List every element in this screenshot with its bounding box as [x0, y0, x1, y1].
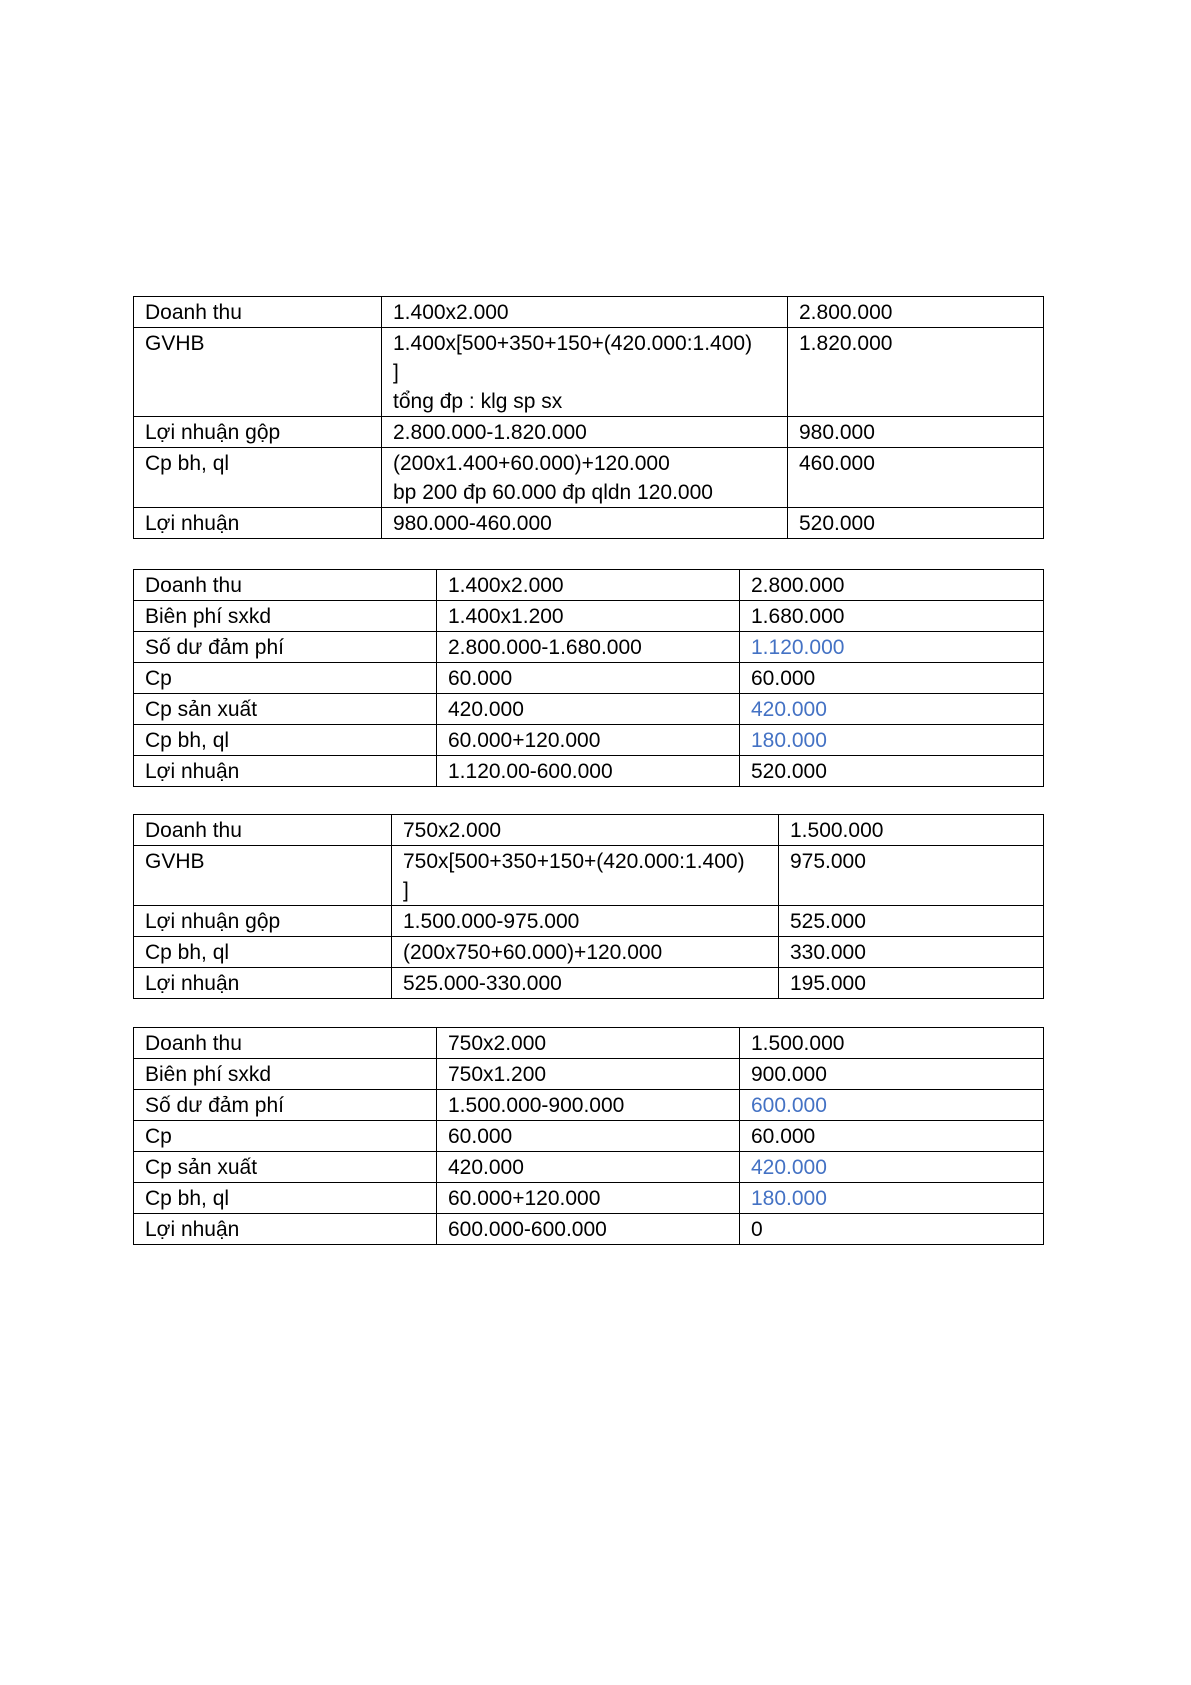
row-formula: 980.000-460.000	[382, 508, 788, 539]
row-result: 520.000	[740, 756, 1044, 787]
row-formula: 750x2.000	[437, 1028, 740, 1059]
row-formula: 600.000-600.000	[437, 1214, 740, 1245]
table-row	[134, 756, 1044, 787]
income-table-absorption-750	[133, 814, 1044, 999]
table-row	[134, 601, 1044, 632]
row-label: Cp bh, ql	[134, 1183, 437, 1214]
row-formula: 525.000-330.000	[392, 968, 779, 999]
table-row	[134, 937, 1044, 968]
row-result-highlighted: 420.000	[740, 1152, 1044, 1183]
row-formula: 1.400x2.000	[437, 570, 740, 601]
row-result: 2.800.000	[740, 570, 1044, 601]
row-formula: 60.000+120.000	[437, 725, 740, 756]
row-formula: 1.400x2.000	[382, 297, 788, 328]
table-row	[134, 328, 1044, 417]
row-result: 900.000	[740, 1059, 1044, 1090]
row-label: Doanh thu	[134, 297, 382, 328]
table-row	[134, 1090, 1044, 1121]
row-label: Số dư đảm phí	[134, 1090, 437, 1121]
row-result: 60.000	[740, 1121, 1044, 1152]
row-formula: 750x2.000	[392, 815, 779, 846]
table-row	[134, 448, 1044, 508]
row-formula: 1.400x1.200	[437, 601, 740, 632]
row-formula: 1.120.00-600.000	[437, 756, 740, 787]
table-row	[134, 725, 1044, 756]
row-formula: 1.500.000-900.000	[437, 1090, 740, 1121]
row-result-highlighted: 180.000	[740, 1183, 1044, 1214]
row-label: Lợi nhuận	[134, 756, 437, 787]
row-formula: (200x750+60.000)+120.000	[392, 937, 779, 968]
row-result: 1.820.000	[788, 328, 1044, 417]
row-label: Cp bh, ql	[134, 937, 392, 968]
row-result: 460.000	[788, 448, 1044, 508]
income-table-contribution-750	[133, 1027, 1044, 1245]
row-label: Số dư đảm phí	[134, 632, 437, 663]
row-label: Cp bh, ql	[134, 448, 382, 508]
row-result-highlighted: 420.000	[740, 694, 1044, 725]
table-row	[134, 968, 1044, 999]
table-row	[134, 663, 1044, 694]
row-result: 2.800.000	[788, 297, 1044, 328]
row-result: 1.680.000	[740, 601, 1044, 632]
row-result-highlighted: 180.000	[740, 725, 1044, 756]
table-row	[134, 632, 1044, 663]
row-result-highlighted: 1.120.000	[740, 632, 1044, 663]
row-formula: 1.400x[500+350+150+(420.000:1.400) ] tổng đp : klg sp sx	[382, 328, 788, 417]
income-table-absorption-1400	[133, 296, 1044, 539]
row-result: 980.000	[788, 417, 1044, 448]
row-label: Biên phí sxkd	[134, 1059, 437, 1090]
table-row	[134, 417, 1044, 448]
row-label: Cp sản xuất	[134, 1152, 437, 1183]
row-result: 975.000	[779, 846, 1044, 906]
row-formula: 1.500.000-975.000	[392, 906, 779, 937]
row-formula: 60.000	[437, 663, 740, 694]
row-formula: 420.000	[437, 1152, 740, 1183]
row-formula: 2.800.000-1.680.000	[437, 632, 740, 663]
row-label: Lợi nhuận	[134, 968, 392, 999]
row-label: Biên phí sxkd	[134, 601, 437, 632]
row-result: 520.000	[788, 508, 1044, 539]
table-row	[134, 1152, 1044, 1183]
row-formula: 60.000	[437, 1121, 740, 1152]
row-label: Cp	[134, 663, 437, 694]
table-row	[134, 1121, 1044, 1152]
table-row	[134, 508, 1044, 539]
row-result: 0	[740, 1214, 1044, 1245]
row-formula: 2.800.000-1.820.000	[382, 417, 788, 448]
table-row	[134, 570, 1044, 601]
table-row	[134, 1214, 1044, 1245]
row-result: 330.000	[779, 937, 1044, 968]
row-result-highlighted: 600.000	[740, 1090, 1044, 1121]
row-label: Doanh thu	[134, 815, 392, 846]
row-formula: 750x1.200	[437, 1059, 740, 1090]
row-label: Cp bh, ql	[134, 725, 437, 756]
row-label: Cp	[134, 1121, 437, 1152]
row-result: 60.000	[740, 663, 1044, 694]
row-result: 1.500.000	[740, 1028, 1044, 1059]
table-row	[134, 815, 1044, 846]
table-row	[134, 1028, 1044, 1059]
row-result: 525.000	[779, 906, 1044, 937]
income-table-contribution-1400	[133, 569, 1044, 787]
table-row	[134, 846, 1044, 906]
row-label: Lợi nhuận	[134, 508, 382, 539]
row-label: Lợi nhuận gộp	[134, 906, 392, 937]
table-row	[134, 694, 1044, 725]
table-row	[134, 297, 1044, 328]
row-label: Cp sản xuất	[134, 694, 437, 725]
table-row	[134, 1059, 1044, 1090]
row-formula: 420.000	[437, 694, 740, 725]
table-row	[134, 906, 1044, 937]
row-label: Lợi nhuận gộp	[134, 417, 382, 448]
row-formula: (200x1.400+60.000)+120.000 bp 200 đp 60.000 đp qldn 120.000	[382, 448, 788, 508]
row-label: GVHB	[134, 846, 392, 906]
row-label: Doanh thu	[134, 1028, 437, 1059]
row-formula: 750x[500+350+150+(420.000:1.400) ]	[392, 846, 779, 906]
row-result: 195.000	[779, 968, 1044, 999]
table-row	[134, 1183, 1044, 1214]
row-label: Lợi nhuận	[134, 1214, 437, 1245]
row-label: Doanh thu	[134, 570, 437, 601]
row-label: GVHB	[134, 328, 382, 417]
row-result: 1.500.000	[779, 815, 1044, 846]
row-formula: 60.000+120.000	[437, 1183, 740, 1214]
